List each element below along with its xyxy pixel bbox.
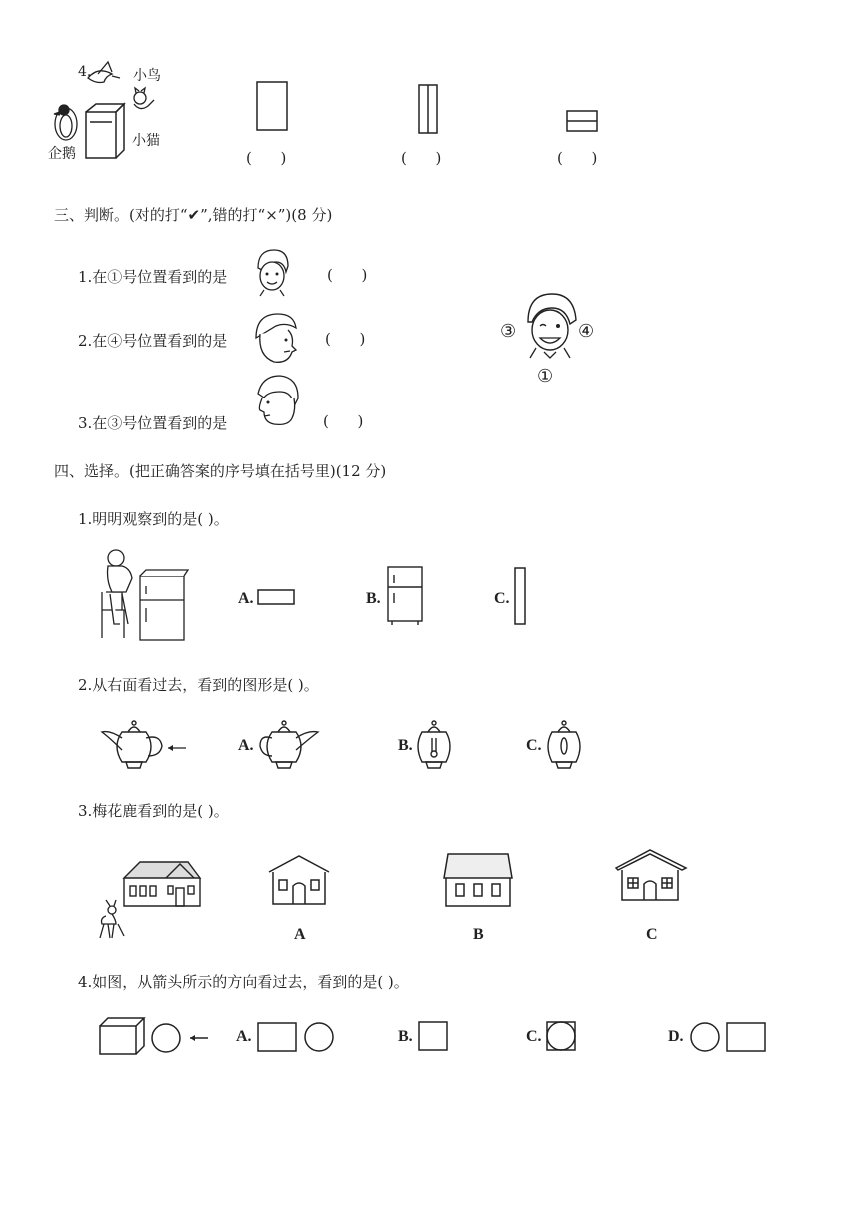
option-b-fridge-icon[interactable] [386, 565, 426, 627]
cat-icon [134, 88, 154, 109]
position-label-bottom: ① [537, 366, 554, 387]
option-a-label: A [294, 926, 306, 943]
cat-label: 小猫 [132, 133, 160, 149]
option-b-label: B [473, 926, 484, 943]
option-c-label: C [646, 926, 658, 943]
boy-side-left-icon [254, 374, 300, 428]
option-d-label: D. [668, 1028, 684, 1045]
option-c-house-icon[interactable] [614, 848, 688, 904]
option-c-shape[interactable] [546, 1020, 580, 1054]
answer-blank[interactable]: ( ) [325, 330, 366, 348]
position-label-left: ③ [500, 321, 517, 342]
cube-and-ball-illustration [98, 1016, 210, 1058]
section-heading: 四、选择。(把正确答案的序号填在括号里)(12 分) [54, 462, 387, 480]
choice-question-1: 1.明明观察到的是( )。 [78, 510, 229, 528]
option-a-label: A. [238, 590, 254, 607]
position-label-right: ④ [578, 321, 595, 342]
answer-blank[interactable]: ( ) [323, 412, 364, 430]
penguin-icon [54, 105, 77, 140]
option-a-shapes[interactable] [257, 1020, 335, 1054]
bird-label: 小鸟 [133, 68, 161, 84]
option-b-label: B. [398, 737, 413, 754]
answer-blank[interactable]: ( ) [557, 149, 598, 167]
judgment-item-2: 2.在④号位置看到的是 [78, 332, 228, 350]
option-shape-flat-rect [566, 110, 600, 134]
option-a-label: A. [238, 737, 254, 754]
option-b-label: B. [398, 1028, 413, 1045]
option-b-house-icon[interactable] [442, 852, 514, 908]
boy-front-icon [252, 248, 292, 300]
boy-winking-icon [520, 292, 580, 362]
option-a-house-icon[interactable] [265, 854, 335, 908]
option-d-shapes[interactable] [690, 1020, 770, 1054]
judgment-item-3: 3.在③号位置看到的是 [78, 414, 228, 432]
question-number: 4. [78, 64, 92, 80]
answer-blank[interactable]: ( ) [246, 149, 287, 167]
bird-icon [88, 62, 120, 83]
option-b-shape[interactable] [418, 1020, 452, 1054]
answer-blank[interactable]: ( ) [327, 266, 368, 284]
option-shape-tall-rect [256, 81, 290, 133]
option-b-teapot-back-icon[interactable] [418, 720, 450, 774]
choice-question-3: 3.梅花鹿看到的是( )。 [78, 802, 229, 820]
choice-question-2: 2.从右面看过去，看到的图形是( )。 [78, 676, 319, 694]
option-a-shape[interactable] [257, 589, 297, 607]
option-shape-narrow-rect [418, 84, 440, 136]
box-icon [86, 104, 124, 158]
section-heading: 三、判断。(对的打“✔”,错的打“×”)(8 分) [54, 206, 333, 224]
option-a-label: A. [236, 1028, 252, 1045]
boy-side-right-icon [252, 312, 300, 366]
teapot-illustration [100, 720, 188, 772]
option-b-label: B. [366, 590, 381, 607]
answer-blank[interactable]: ( ) [401, 149, 442, 167]
option-c-label: C. [494, 590, 510, 607]
boy-viewing-fridge-illustration [96, 548, 188, 644]
deer-icon [100, 900, 124, 938]
option-c-shape[interactable] [514, 567, 528, 627]
option-a-teapot-icon[interactable] [258, 720, 326, 772]
penguin-label: 企鹅 [48, 146, 76, 162]
option-c-label: C. [526, 1028, 542, 1045]
judgment-item-1: 1.在①号位置看到的是 [78, 268, 228, 286]
option-c-teapot-front-icon[interactable] [548, 720, 580, 774]
option-c-label: C. [526, 737, 542, 754]
house-and-deer-illustration [96, 856, 206, 942]
choice-question-4: 4.如图，从箭头所示的方向看过去，看到的是( )。 [78, 973, 409, 991]
